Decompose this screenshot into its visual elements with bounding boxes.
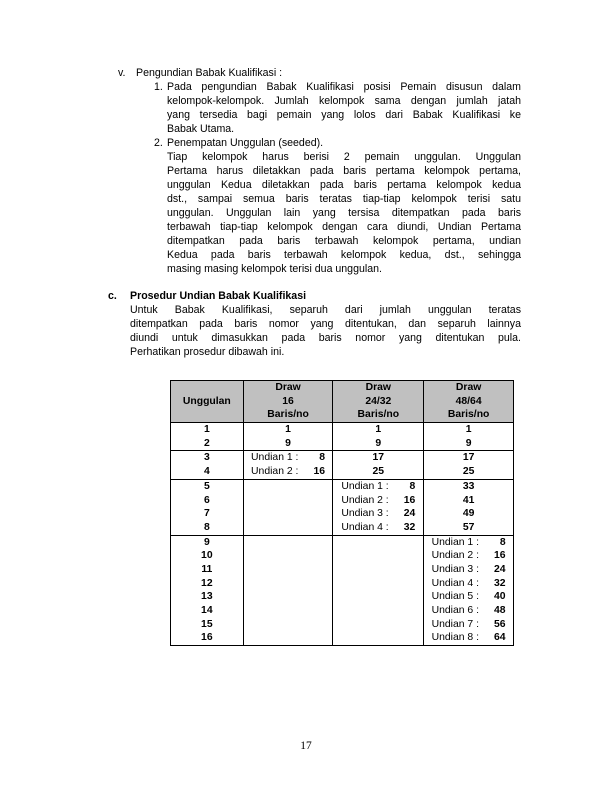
paragraph-line: ditempatkan pada baris terbawah kelompok pertama, undian — [167, 235, 521, 247]
table-row — [171, 451, 514, 479]
paragraph-line: Tiap kelompok harus berisi 2 pemain unggulan. Unggulan — [167, 151, 521, 163]
draw16-cell-empty — [243, 479, 333, 535]
paragraph-line: yang tersedia bagi pemain yang lolos dari Babak Kualifikasi ke — [167, 109, 521, 121]
paragraph-line: Babak Utama. — [167, 123, 235, 135]
list-marker: v. — [118, 67, 126, 79]
draw32-cell-empty — [333, 535, 424, 646]
seed-group-1 — [171, 423, 514, 451]
seed-cell: 5 6 7 8 — [171, 479, 244, 535]
subheading: Penempatan Unggulan (seeded). — [167, 137, 324, 149]
table-header-row — [171, 381, 514, 423]
draw16-cell: Undian 1 : 8 Undian 2 : 16 — [243, 451, 333, 479]
paragraph-line: unggulan. Unggulan lain yang tersisa ditempatkan pada baris — [167, 207, 521, 219]
paragraph-line: dst., sampai semua baris teratas tiap-tiap kelompok terisi satu — [167, 193, 521, 205]
table-row — [171, 423, 514, 451]
draw64-cell: 17 25 — [424, 451, 514, 479]
table-row — [171, 535, 514, 646]
draw32-cell: Undian 1 : 8 Undian 2 : 16 Undian 3 : 24 Undian 4 : 32 — [333, 479, 424, 535]
paragraph-line: unggulan Kedua diletakkan pada baris pertama kelompok kedua — [167, 179, 521, 191]
section-title: Pengundian Babak Kualifikasi : — [136, 67, 283, 79]
paragraph-line: kelompok-kelompok. Jumlah kelompok sama dengan jumlah jatah — [167, 95, 521, 107]
draw64-cell: Undian 1 : 8 Undian 2 : 16 Undian 3 : 24 Undian 4 : 32 Undian 5 : 40 Undian 6 : 48 Undian 7 : 56 Undian 8 : 64 — [424, 535, 514, 646]
draw32-cell: 17 25 — [333, 451, 424, 479]
draw64-cell: 1 9 — [424, 423, 514, 451]
draw64-cell: 33 41 49 57 — [424, 479, 514, 535]
seed-group-4 — [171, 535, 514, 646]
header-draw-48-64: Draw 48/64 Baris/no — [424, 381, 514, 423]
header-unggulan: Unggulan — [171, 381, 244, 423]
table-row — [171, 479, 514, 535]
list-number: 2. — [154, 137, 163, 149]
seed-group-3 — [171, 479, 514, 535]
seed-group-2 — [171, 451, 514, 479]
list-number: 1. — [154, 81, 163, 93]
header-draw-16: Draw 16 Baris/no — [243, 381, 333, 423]
seeding-table — [170, 380, 514, 646]
paragraph-line: ditempatkan pada baris nomor yang ditentukan, dan separuh lainnya — [130, 318, 521, 330]
seed-cell: 9 10 11 12 13 14 15 16 — [171, 535, 244, 646]
draw32-cell: 1 9 — [333, 423, 424, 451]
section-title: Prosedur Undian Babak Kualifikasi — [130, 290, 307, 302]
seed-cell: 3 4 — [171, 451, 244, 479]
draw16-cell-empty — [243, 535, 333, 646]
header-draw-24-32: Draw 24/32 Baris/no — [333, 381, 424, 423]
paragraph-line: terbawah tiap-tiap kelompok dengan cara diundi, Undian Pertama — [167, 221, 521, 233]
paragraph-line: Perhatikan prosedur dibawah ini. — [130, 346, 285, 358]
seed-cell: 1 2 — [171, 423, 244, 451]
paragraph-line: diundi untuk dimasukkan pada baris nomor yang ditentukan pula. — [130, 332, 521, 344]
paragraph-line: Pertama harus diletakkan pada baris pertama kelompok pertama, — [167, 165, 521, 177]
page-number: 17 — [300, 740, 312, 752]
paragraph-line: Pada pengundian Babak Kualifikasi posisi Pemain disusun dalam — [167, 81, 521, 93]
draw16-cell: 1 9 — [243, 423, 333, 451]
paragraph-line: masing masing kelompok terisi dua unggulan. — [167, 263, 382, 275]
paragraph-line: Kedua pada baris terbawah kelompok kedua, dst., sehingga — [167, 249, 521, 261]
paragraph-line: Untuk Babak Kualifikasi, separuh dari jumlah unggulan teratas — [130, 304, 521, 316]
section-marker: c. — [108, 290, 117, 302]
